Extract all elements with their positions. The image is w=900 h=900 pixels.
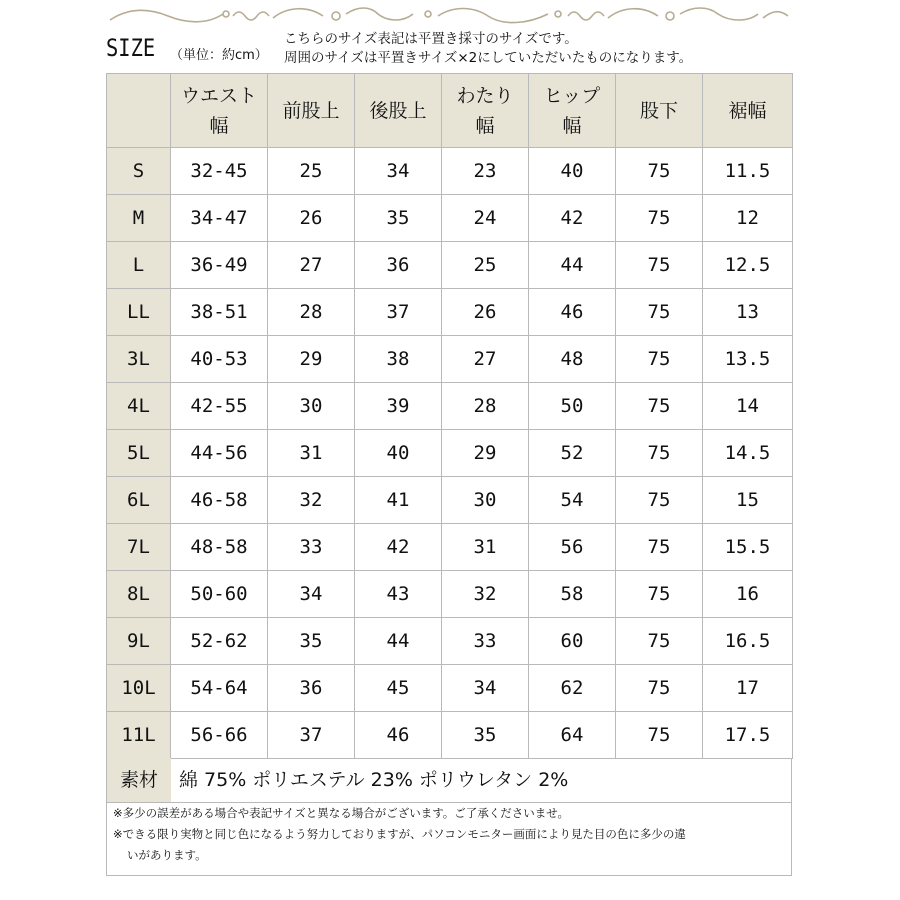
size-label-cell: 6L	[107, 477, 171, 524]
note-line-2: 周囲のサイズは平置きサイズ×2にしていただいたものになります。	[284, 50, 693, 66]
table-cell: 44	[355, 618, 442, 665]
table-cell: 25	[268, 148, 355, 195]
table-cell: 37	[355, 289, 442, 336]
table-row	[107, 195, 793, 242]
table-cell: 38	[355, 336, 442, 383]
table-cell: 30	[442, 477, 529, 524]
table-cell: 48-58	[171, 524, 268, 571]
table-cell: 13	[703, 289, 793, 336]
material-row	[106, 758, 792, 803]
decorative-ornament	[108, 4, 790, 26]
table-cell: 50	[529, 383, 616, 430]
table-cell: 52-62	[171, 618, 268, 665]
table-cell: 44	[529, 242, 616, 289]
table-row	[107, 242, 793, 289]
table-cell: 16	[703, 571, 793, 618]
size-label-cell: 3L	[107, 336, 171, 383]
table-row	[107, 524, 793, 571]
table-cell: 75	[616, 430, 703, 477]
table-cell: 44-56	[171, 430, 268, 477]
size-label-cell: L	[107, 242, 171, 289]
table-cell: 14	[703, 383, 793, 430]
table-cell: 75	[616, 477, 703, 524]
table-cell: 43	[355, 571, 442, 618]
size-label-cell: 10L	[107, 665, 171, 712]
table-cell: 62	[529, 665, 616, 712]
table-cell: 33	[268, 524, 355, 571]
table-cell: 17	[703, 665, 793, 712]
table-cell: 75	[616, 571, 703, 618]
table-cell: 50-60	[171, 571, 268, 618]
table-cell: 29	[268, 336, 355, 383]
size-label-cell: LL	[107, 289, 171, 336]
table-cell: 30	[268, 383, 355, 430]
table-cell: 42	[529, 195, 616, 242]
column-header-front-rise: 前股上	[268, 74, 355, 148]
size-table	[106, 73, 793, 759]
table-cell: 32	[442, 571, 529, 618]
column-header-hem: 裾幅	[703, 74, 793, 148]
table-header-row	[107, 74, 793, 148]
table-cell: 32-45	[171, 148, 268, 195]
table-cell: 15	[703, 477, 793, 524]
table-cell: 75	[616, 242, 703, 289]
table-cell: 36	[268, 665, 355, 712]
table-cell: 31	[442, 524, 529, 571]
table-cell: 37	[268, 712, 355, 759]
title-row	[106, 30, 796, 70]
table-cell: 75	[616, 618, 703, 665]
table-cell: 75	[616, 665, 703, 712]
table-cell: 11.5	[703, 148, 793, 195]
table-cell: 35	[268, 618, 355, 665]
size-label-cell: 4L	[107, 383, 171, 430]
table-cell: 28	[442, 383, 529, 430]
table-cell: 28	[268, 289, 355, 336]
table-cell: 34-47	[171, 195, 268, 242]
table-cell: 29	[442, 430, 529, 477]
column-header-inseam: 股下	[616, 74, 703, 148]
table-cell: 54	[529, 477, 616, 524]
table-cell: 75	[616, 148, 703, 195]
table-cell: 75	[616, 289, 703, 336]
column-header-empty	[107, 74, 171, 148]
footnotes	[106, 803, 792, 876]
table-cell: 35	[442, 712, 529, 759]
table-cell: 16.5	[703, 618, 793, 665]
table-cell: 48	[529, 336, 616, 383]
table-cell: 46	[355, 712, 442, 759]
footnote-3: いがあります。	[127, 848, 207, 862]
footnote-1: ※多少の誤差がある場合や表記サイズと異なる場合がございます。ご了承くださいませ。	[113, 806, 569, 820]
size-label-cell: 5L	[107, 430, 171, 477]
table-cell: 12.5	[703, 242, 793, 289]
table-cell: 56	[529, 524, 616, 571]
size-label-cell: 11L	[107, 712, 171, 759]
table-row	[107, 430, 793, 477]
table-cell: 56-66	[171, 712, 268, 759]
table-cell: 52	[529, 430, 616, 477]
table-cell: 40	[355, 430, 442, 477]
material-value: 綿 75% ポリエステル 23% ポリウレタン 2%	[179, 769, 569, 791]
table-cell: 40-53	[171, 336, 268, 383]
table-cell: 75	[616, 383, 703, 430]
table-cell: 34	[442, 665, 529, 712]
table-cell: 45	[355, 665, 442, 712]
column-header-back-rise: 後股上	[355, 74, 442, 148]
table-cell: 42-55	[171, 383, 268, 430]
column-header-waist: ウエスト 幅	[171, 74, 268, 148]
table-cell: 14.5	[703, 430, 793, 477]
table-cell: 25	[442, 242, 529, 289]
table-cell: 26	[268, 195, 355, 242]
material-label: 素材	[107, 758, 171, 802]
table-cell: 32	[268, 477, 355, 524]
measurement-notes	[284, 30, 692, 68]
table-cell: 17.5	[703, 712, 793, 759]
unit-note: （単位：約cm）	[170, 48, 268, 63]
table-cell: 35	[355, 195, 442, 242]
note-line-1: こちらのサイズ表記は平置き採寸のサイズです。	[284, 31, 578, 47]
table-cell: 75	[616, 336, 703, 383]
table-cell: 33	[442, 618, 529, 665]
table-cell: 40	[529, 148, 616, 195]
table-cell: 34	[355, 148, 442, 195]
table-cell: 75	[616, 524, 703, 571]
table-cell: 39	[355, 383, 442, 430]
column-header-thigh: わたり 幅	[442, 74, 529, 148]
table-cell: 15.5	[703, 524, 793, 571]
table-cell: 64	[529, 712, 616, 759]
table-cell: 27	[442, 336, 529, 383]
table-cell: 13.5	[703, 336, 793, 383]
table-cell: 27	[268, 242, 355, 289]
table-cell: 54-64	[171, 665, 268, 712]
table-cell: 34	[268, 571, 355, 618]
table-cell: 24	[442, 195, 529, 242]
size-label-cell: 7L	[107, 524, 171, 571]
table-row	[107, 712, 793, 759]
table-cell: 12	[703, 195, 793, 242]
table-cell: 58	[529, 571, 616, 618]
table-cell: 31	[268, 430, 355, 477]
table-cell: 46	[529, 289, 616, 336]
table-cell: 36	[355, 242, 442, 289]
table-cell: 23	[442, 148, 529, 195]
table-cell: 42	[355, 524, 442, 571]
table-row	[107, 289, 793, 336]
table-row	[107, 477, 793, 524]
table-cell: 36-49	[171, 242, 268, 289]
table-cell: 41	[355, 477, 442, 524]
table-cell: 46-58	[171, 477, 268, 524]
table-cell: 75	[616, 195, 703, 242]
size-label-cell: M	[107, 195, 171, 242]
table-row	[107, 383, 793, 430]
size-label-cell: 8L	[107, 571, 171, 618]
size-label-cell: 9L	[107, 618, 171, 665]
size-label-cell: S	[107, 148, 171, 195]
table-row	[107, 336, 793, 383]
table-row	[107, 148, 793, 195]
table-cell: 38-51	[171, 289, 268, 336]
footnote-2: ※できる限り実物と同じ色になるよう努力しておりますが、パソコンモニター画面により見た目の色に多少の違	[113, 827, 686, 841]
table-row	[107, 665, 793, 712]
table-cell: 60	[529, 618, 616, 665]
size-title: SIZE	[106, 34, 156, 62]
table-row	[107, 618, 793, 665]
table-row	[107, 571, 793, 618]
table-cell: 26	[442, 289, 529, 336]
column-header-hip: ヒップ 幅	[529, 74, 616, 148]
table-cell: 75	[616, 712, 703, 759]
